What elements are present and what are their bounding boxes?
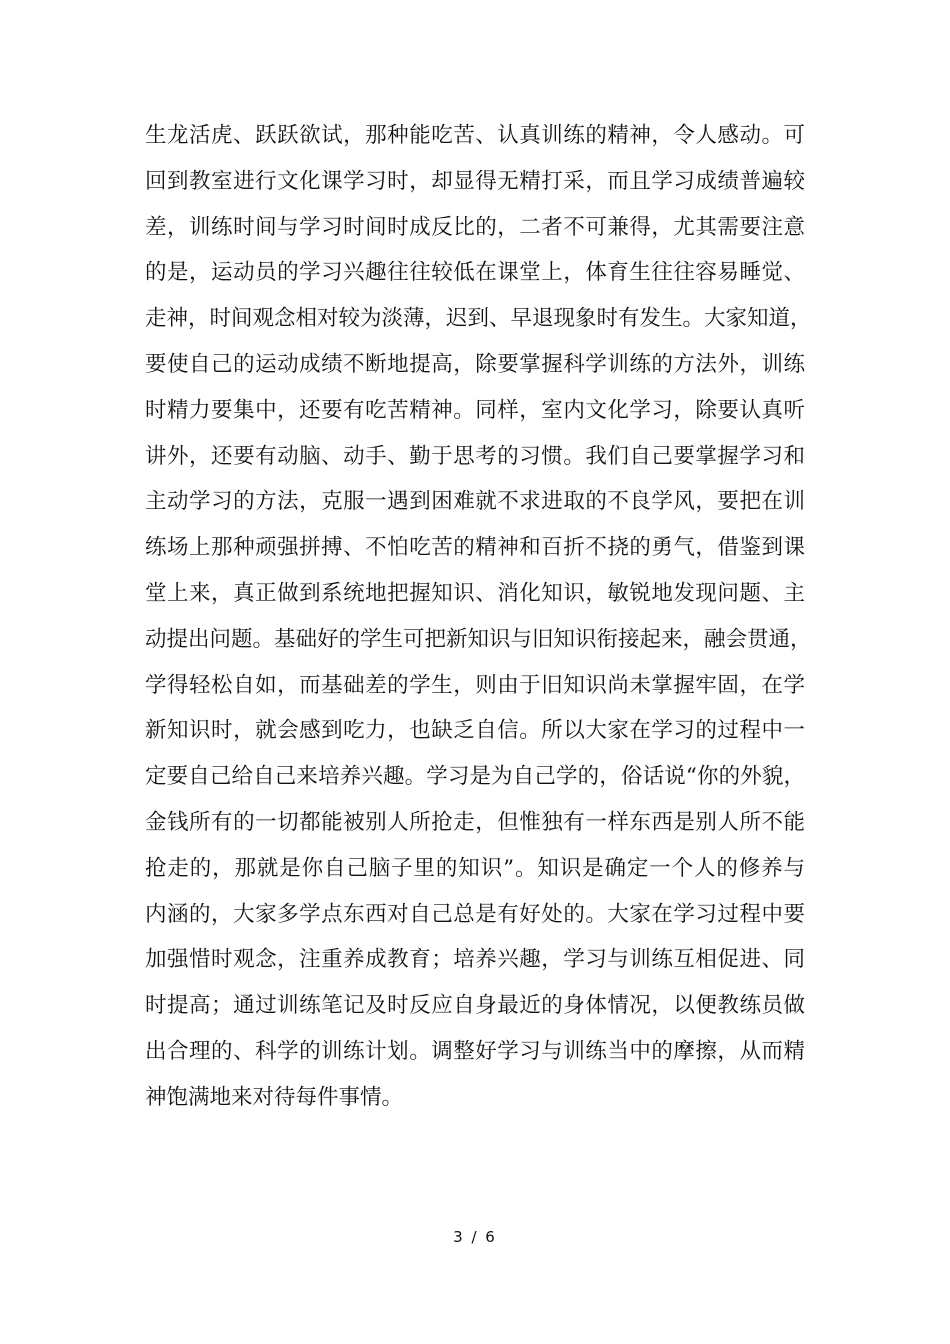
text-line: 主动学习的方法，克服一遇到困难就不求进取的不良学风，要把在训	[145, 489, 805, 515]
text-line: 定要自己给自己来培养兴趣。学习是为自己学的，俗话说“你的外貌，	[145, 764, 805, 790]
text-line: 学得轻松自如，而基础差的学生，则由于旧知识尚未掌握牢固，在学	[145, 672, 805, 698]
text-line: 的是，运动员的学习兴趣往往较低在课堂上，体育生往往容易睡觉、	[145, 260, 805, 286]
text-line: 时精力要集中，还要有吃苦精神。同样，室内文化学习，除要认真听	[145, 397, 805, 423]
text-line: 抢走的，那就是你自己脑子里的知识”。知识是确定一个人的修养与	[145, 855, 805, 881]
text-line: 神饱满地来对待每件事情。	[145, 1084, 404, 1110]
text-line: 出合理的、科学的训练计划。调整好学习与训练当中的摩擦，从而精	[145, 1038, 805, 1064]
text-line: 走神，时间观念相对较为淡薄，迟到、早退现象时有发生。大家知道，	[145, 306, 812, 332]
text-line: 新知识时，就会感到吃力，也缺乏自信。所以大家在学习的过程中一	[145, 718, 805, 744]
text-line: 讲外，还要有动脑、动手、勤于思考的习惯。我们自己要掌握学习和	[145, 443, 805, 469]
body-paragraph	[145, 113, 812, 1121]
text-line: 要使自己的运动成绩不断地提高，除要掌握科学训练的方法外，训练	[145, 351, 805, 377]
text-line: 金钱所有的一切都能被别人所抢走，但惟独有一样东西是别人所不能	[145, 809, 805, 835]
text-line: 差，训练时间与学习时间时成反比的，二者不可兼得，尤其需要注意	[145, 214, 805, 240]
text-line: 生龙活虎、跃跃欲试，那种能吃苦、认真训练的精神，令人感动。可	[145, 123, 805, 148]
page-number: 3 / 6	[453, 1228, 497, 1246]
text-line: 回到教室进行文化课学习时，却显得无精打采，而且学习成绩普遍较	[145, 168, 805, 194]
text-line: 动提出问题。基础好的学生可把新知识与旧知识衔接起来，融会贯通，	[145, 626, 812, 652]
text-line: 内涵的，大家多学点东西对自己总是有好处的。大家在学习过程中要	[145, 901, 805, 927]
text-line: 堂上来，真正做到系统地把握知识、消化知识，敏锐地发现问题、主	[145, 580, 805, 606]
text-line: 加强惜时观念，注重养成教育；培养兴趣，学习与训练互相促进、同	[145, 947, 805, 973]
text-line: 时提高；通过训练笔记及时反应自身最近的身体情况，以便教练员做	[145, 993, 805, 1019]
text-line: 练场上那种顽强拼搏、不怕吃苦的精神和百折不挠的勇气，借鉴到课	[145, 535, 805, 561]
